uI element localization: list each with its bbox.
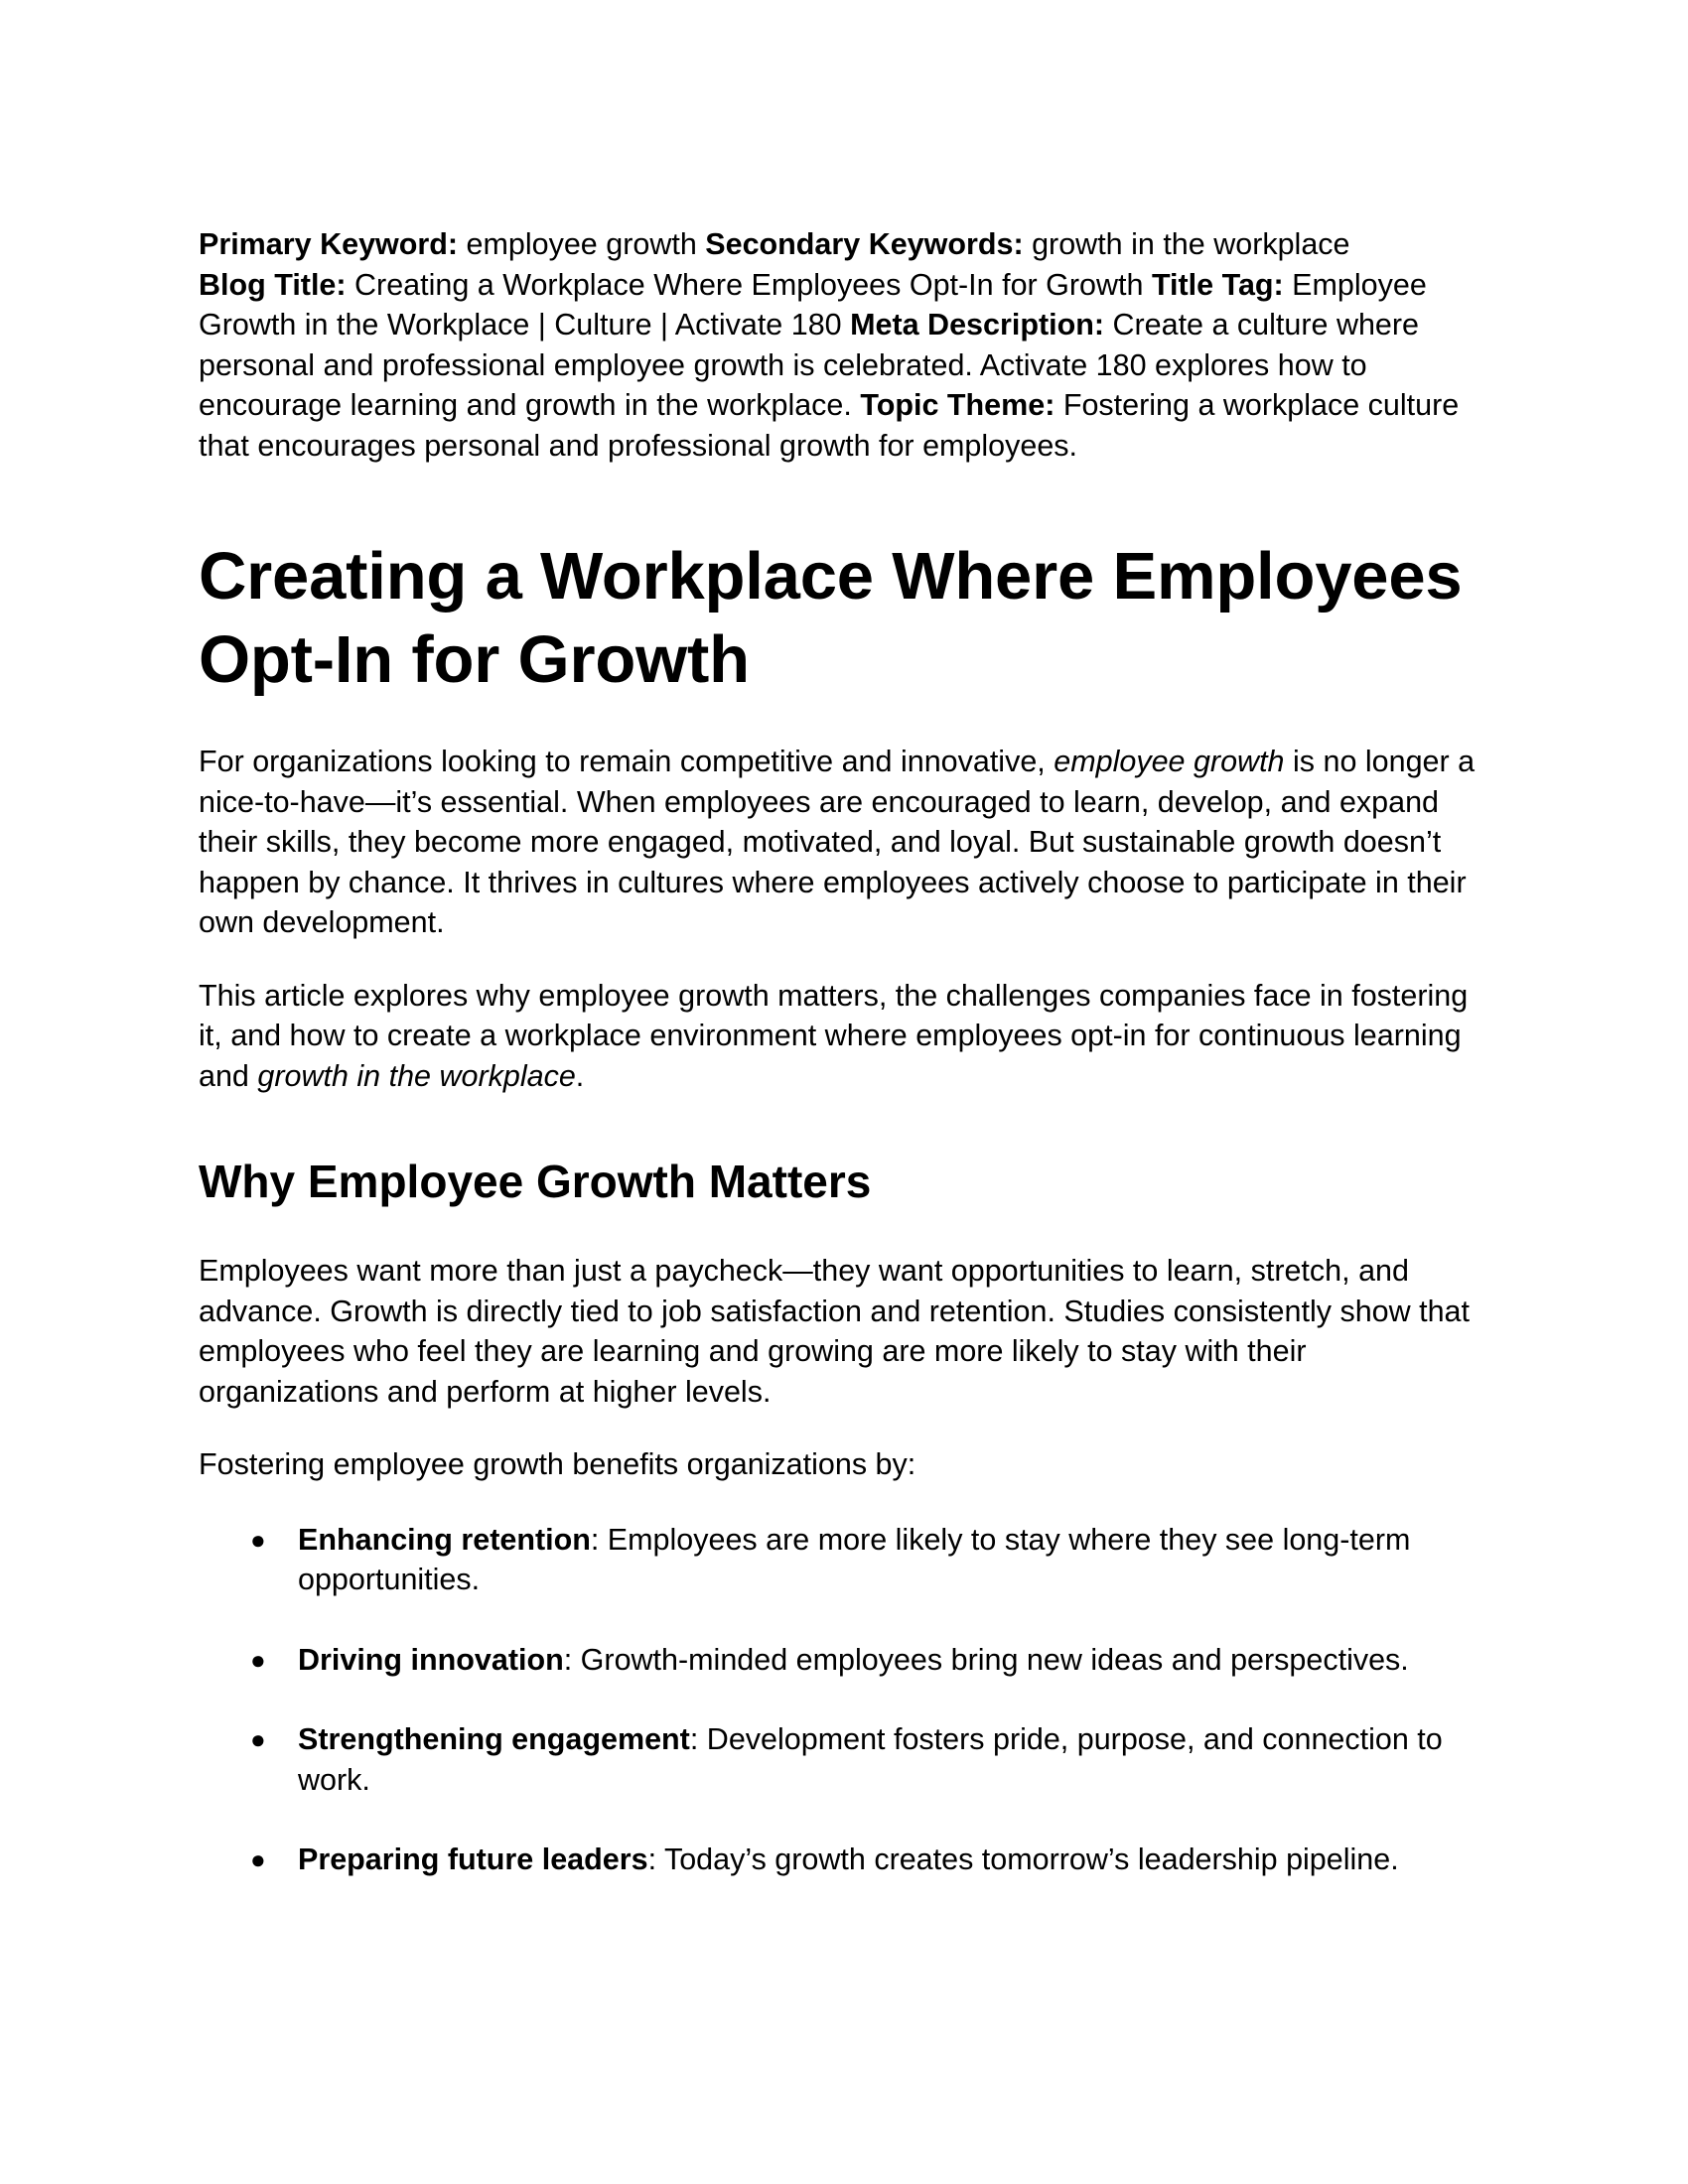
benefit-term: Driving innovation (298, 1642, 564, 1677)
list-item (199, 1520, 1489, 1600)
intro-paragraph-2 (199, 976, 1489, 1097)
primary-keyword-label: Primary Keyword: (199, 227, 459, 261)
section-heading: Why Employee Growth Matters (199, 1156, 872, 1207)
meta-description-value: Create a culture where personal and professional employee growth is celebrated. Activate 180 explores how to encourage learning and growth in the workplace. (199, 308, 1420, 422)
benefit-term: Enhancing retention (298, 1522, 591, 1557)
benefits-list (199, 1520, 1489, 1880)
bullet-icon: ● (250, 1644, 266, 1675)
intro-p1-text-a: For organizations looking to remain competitive and innovative, (199, 745, 1055, 778)
benefit-text: : Development fosters pride, purpose, and connection to work. (298, 1722, 1443, 1797)
benefit-text: : Today’s growth creates tomorrow’s leadership pipeline. (647, 1843, 1399, 1876)
blog-title-label: Blog Title: (199, 267, 347, 302)
section-paragraph-2: Fostering employee growth benefits organizations by: (199, 1447, 916, 1481)
section-paragraph-1: Employees want more than just a paycheck—they want opportunities to learn, stretch, and advance. Growth is directly tied to job satisfaction and retention. Studies consistently show that employees who feel they are learning and growing are more likely to stay with their organizations and perform at higher levels. (199, 1254, 1470, 1409)
benefit-term: Preparing future leaders (298, 1843, 648, 1876)
topic-theme-label: Topic Theme: (860, 388, 1055, 422)
secondary-keywords-label: Secondary Keywords: (705, 227, 1024, 261)
benefit-term: Strengthening engagement (298, 1722, 690, 1756)
list-item (199, 1840, 1489, 1880)
intro-paragraph-1 (199, 742, 1489, 943)
article-title: Creating a Workplace Where Employees Opt-In for Growth (199, 539, 1463, 697)
list-item (199, 1719, 1489, 1800)
secondary-keywords-value: growth in the workplace (1023, 227, 1350, 261)
seo-metadata-block (199, 224, 1489, 466)
benefit-text: : Employees are more likely to stay where they see long-term opportunities. (298, 1522, 1411, 1596)
title-tag-value: Employee Growth in the Workplace | Culture | Activate 180 (199, 267, 1427, 341)
topic-theme-value: Fostering a workplace culture that encourages personal and professional growth for employees. (199, 388, 1460, 463)
title-tag-label: Title Tag: (1151, 267, 1284, 302)
intro-p2-text-b: . (575, 1058, 585, 1093)
intro-p1-text-b: is no longer a nice-to-have—it’s essential. When employees are encouraged to learn, develop, and expand their skills, they become more engaged, motivated, and loyal. But sustainable growth doesn’t happen by chance. It thrives in cultures where employees actively choose to participate in their own development. (199, 745, 1476, 939)
primary-keyword-value: employee growth (458, 227, 706, 261)
blog-title-value: Creating a Workplace Where Employees Opt-In for Growth (346, 267, 1152, 302)
list-item (199, 1640, 1489, 1681)
intro-p1-emphasis: employee growth (1054, 745, 1285, 778)
intro-p2-text-a: This article explores why employee growth matters, the challenges companies face in fostering it, and how to create a workplace environment where employees opt-in for continuous learning and (199, 978, 1469, 1093)
bullet-icon: ● (250, 1524, 266, 1555)
bullet-icon: ● (250, 1724, 266, 1754)
meta-description-label: Meta Description: (850, 308, 1104, 341)
bullet-icon: ● (250, 1844, 266, 1874)
document-page (199, 224, 1489, 1920)
benefit-text: : Growth-minded employees bring new ideas and perspectives. (563, 1642, 1409, 1677)
intro-p2-emphasis: growth in the workplace (257, 1058, 576, 1093)
